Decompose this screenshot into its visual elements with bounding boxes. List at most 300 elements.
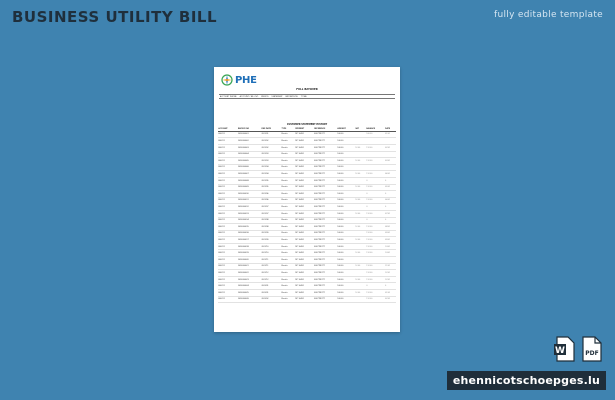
table-cell: 12.00 <box>355 171 366 178</box>
table-cell: 100.00 <box>337 296 355 303</box>
table-cell <box>366 257 385 264</box>
table-cell: 800211 <box>218 243 238 250</box>
table-cell: 100.00 <box>337 250 355 257</box>
table-cell: MC 10451 <box>295 243 314 250</box>
nav-item: TOTAL <box>300 95 307 98</box>
table-cell: 112.00 <box>366 263 385 270</box>
table-cell <box>385 257 396 264</box>
table-cell: 2020000017 <box>238 237 262 244</box>
table-cell: ELECTRICITY <box>314 270 337 277</box>
table-cell: ELECTRICITY <box>314 230 337 237</box>
page-subtitle: fully editable template <box>494 10 603 20</box>
table-cell: 800211 <box>218 164 238 171</box>
table-cell: ELECTRICITY <box>314 204 337 211</box>
table-cell: 112.00 <box>366 250 385 257</box>
table-cell: ELECTRICITY <box>314 224 337 231</box>
table-row <box>218 210 396 217</box>
table-cell: 100.00 <box>337 237 355 244</box>
table-cell: Electric <box>281 138 295 145</box>
table-cell: 2021/08 <box>261 224 281 231</box>
table-cell: 100.00 <box>337 204 355 211</box>
table-cell: 08/01 <box>385 224 396 231</box>
table-cell: ELECTRICITY <box>314 283 337 290</box>
table-cell <box>366 138 385 145</box>
table-cell: 800211 <box>218 151 238 158</box>
table-row <box>218 158 396 165</box>
table-cell: 100.00 <box>337 210 355 217</box>
table-cell <box>385 164 396 171</box>
table-cell: MC 10451 <box>295 296 314 303</box>
table-cell: 2020000022 <box>238 270 262 277</box>
table-cell: Electric <box>281 283 295 290</box>
table-cell: MC 10451 <box>295 164 314 171</box>
table-cell: Electric <box>281 177 295 184</box>
table-cell: 112.00 <box>366 237 385 244</box>
table-row <box>218 224 396 231</box>
table-cell: 12.00 <box>355 290 366 297</box>
table-cell: 800211 <box>218 250 238 257</box>
table-row <box>218 191 396 198</box>
table-cell: 12.00 <box>355 197 366 204</box>
table-cell: 2020000004 <box>238 151 262 158</box>
table-cell: Electric <box>281 144 295 151</box>
table-cell: 0 <box>385 283 396 290</box>
table-cell: Electric <box>281 250 295 257</box>
table-cell: 2021/07 <box>261 210 281 217</box>
table-cell: 100.00 <box>337 283 355 290</box>
table-cell <box>355 151 366 158</box>
table-cell: 2021/08 <box>261 217 281 224</box>
table-cell: ELECTRICITY <box>314 237 337 244</box>
table-cell: 01/02 <box>385 290 396 297</box>
table-cell: MC 10451 <box>295 138 314 145</box>
table-cell: 800211 <box>218 270 238 277</box>
table-cell: 112.00 <box>366 144 385 151</box>
table-cell: 2021/05 <box>261 177 281 184</box>
table-cell: MC 10451 <box>295 197 314 204</box>
table-row <box>218 296 396 303</box>
column-header: AMOUNT <box>337 128 355 131</box>
table-cell <box>355 270 366 277</box>
table-cell: 2021/06 <box>261 191 281 198</box>
table-cell: Electric <box>281 191 295 198</box>
nav-item: STATEMENT <box>271 95 283 98</box>
table-row <box>218 171 396 178</box>
table-cell: 2021/02 <box>261 138 281 145</box>
table-cell: MC 10451 <box>295 177 314 184</box>
table-cell: ELECTRICITY <box>314 243 337 250</box>
table-cell: 2020000001 <box>238 131 262 138</box>
table-cell: 2020000020 <box>238 257 262 264</box>
page-title: BUSINESS UTILITY BILL <box>12 8 218 26</box>
word-icon-label: W <box>555 346 565 356</box>
table-cell: 2020000015 <box>238 224 262 231</box>
table-cell: 100.00 <box>337 197 355 204</box>
table-row <box>218 263 396 270</box>
statement-table <box>218 128 396 303</box>
table-cell: 800211 <box>218 276 238 283</box>
table-cell: 2021/12 <box>261 270 281 277</box>
table-cell: MC 10451 <box>295 270 314 277</box>
table-cell: 100.00 <box>366 131 385 138</box>
table-cell: 0 <box>366 177 385 184</box>
table-cell: 0 <box>385 204 396 211</box>
table-row <box>218 270 396 277</box>
table-cell: MC 10451 <box>295 217 314 224</box>
table-row <box>218 144 396 151</box>
table-cell: 0 <box>366 283 385 290</box>
table-cell: 112.00 <box>366 243 385 250</box>
table-cell: 112.00 <box>366 210 385 217</box>
table-cell: 2021/01 <box>261 131 281 138</box>
table-cell: 2020000013 <box>238 210 262 217</box>
table-row <box>218 257 396 264</box>
table-cell: 2021/12 <box>261 276 281 283</box>
table-cell: 2020000005 <box>238 158 262 165</box>
table-cell: 2021/03 <box>261 158 281 165</box>
table-cell: 100.00 <box>337 158 355 165</box>
table-cell: MC 10451 <box>295 237 314 244</box>
table-cell: 800211 <box>218 171 238 178</box>
table-cell: 800211 <box>218 263 238 270</box>
table-cell: 112.00 <box>366 184 385 191</box>
table-row <box>218 217 396 224</box>
nav-item: PAY METHOD <box>285 95 298 98</box>
table-cell <box>366 164 385 171</box>
table-cell: MC 10451 <box>295 144 314 151</box>
table-cell <box>355 164 366 171</box>
table-cell: 100.00 <box>337 257 355 264</box>
company-logo <box>221 73 257 87</box>
table-cell: 112.00 <box>366 276 385 283</box>
table-cell: 800211 <box>218 177 238 184</box>
table-cell: 112.00 <box>366 296 385 303</box>
table-cell: 2021/04 <box>261 171 281 178</box>
table-cell <box>366 151 385 158</box>
table-cell: Electric <box>281 171 295 178</box>
table-cell: 800211 <box>218 131 238 138</box>
table-cell: MC 10451 <box>295 171 314 178</box>
table-cell: ELECTRICITY <box>314 131 337 138</box>
file-format-icons <box>553 336 603 362</box>
table-cell: 2020000009 <box>238 184 262 191</box>
table-row <box>218 138 396 145</box>
table-cell: 800211 <box>218 191 238 198</box>
table-cell: 12.00 <box>355 210 366 217</box>
table-row <box>218 164 396 171</box>
table-cell: 2020000018 <box>238 243 262 250</box>
statement-table-body <box>218 131 396 302</box>
table-cell: Electric <box>281 257 295 264</box>
table-cell: 2021/11 <box>261 263 281 270</box>
table-cell: 800211 <box>218 184 238 191</box>
column-header: DATE <box>385 128 396 131</box>
table-row <box>218 204 396 211</box>
table-cell <box>385 138 396 145</box>
table-cell: 100.00 <box>337 230 355 237</box>
table-cell: 2020000008 <box>238 177 262 184</box>
table-cell: 12/01 <box>385 270 396 277</box>
table-cell: 100.00 <box>337 191 355 198</box>
table-cell: 100.00 <box>337 131 355 138</box>
table-cell: Electric <box>281 230 295 237</box>
table-cell: ELECTRICITY <box>314 197 337 204</box>
table-row <box>218 131 396 138</box>
table-cell: 2021/09 <box>261 237 281 244</box>
table-cell: Electric <box>281 197 295 204</box>
table-cell: 800211 <box>218 296 238 303</box>
website-badge[interactable]: ehennicotschoepges.lu <box>447 371 606 390</box>
table-cell: ELECTRICITY <box>314 250 337 257</box>
table-cell: Electric <box>281 151 295 158</box>
table-cell: 0 <box>366 191 385 198</box>
table-cell: 800211 <box>218 204 238 211</box>
table-cell: Electric <box>281 158 295 165</box>
table-cell: Electric <box>281 296 295 303</box>
table-cell: 03/01 <box>385 158 396 165</box>
table-cell: 12.00 <box>355 250 366 257</box>
table-cell: 12.00 <box>355 237 366 244</box>
table-cell: Electric <box>281 276 295 283</box>
table-cell: 100.00 <box>337 270 355 277</box>
table-cell: 2021/11 <box>261 257 281 264</box>
table-cell: MC 10451 <box>295 204 314 211</box>
table-cell: 2020000010 <box>238 191 262 198</box>
table-cell: Electric <box>281 263 295 270</box>
table-cell: MC 10451 <box>295 210 314 217</box>
column-header: TYPE <box>281 128 295 131</box>
table-cell: 112.00 <box>366 270 385 277</box>
table-row <box>218 290 396 297</box>
table-row <box>218 230 396 237</box>
table-cell: MC 10451 <box>295 257 314 264</box>
table-row <box>218 283 396 290</box>
table-cell: 12.00 <box>355 184 366 191</box>
table-cell <box>355 138 366 145</box>
table-row <box>218 243 396 250</box>
table-cell: 06/01 <box>385 197 396 204</box>
section-title: CUSTOMER STATEMENT HISTORY <box>286 123 328 126</box>
table-cell: 800211 <box>218 217 238 224</box>
column-header: ACCOUNT <box>218 128 238 131</box>
column-header: PAYMENT <box>295 128 314 131</box>
table-cell: 112.00 <box>366 290 385 297</box>
table-cell: Electric <box>281 237 295 244</box>
table-cell: 100.00 <box>337 171 355 178</box>
table-cell: MC 10451 <box>295 224 314 231</box>
table-cell: 2020000012 <box>238 204 262 211</box>
table-cell: MC 10451 <box>295 250 314 257</box>
table-cell: 2020000002 <box>238 138 262 145</box>
table-cell: 12/01 <box>385 276 396 283</box>
table-cell: 100.00 <box>337 164 355 171</box>
table-cell: 800211 <box>218 283 238 290</box>
table-cell: 2020000019 <box>238 250 262 257</box>
table-cell <box>355 243 366 250</box>
table-cell: 800211 <box>218 230 238 237</box>
table-cell: Electric <box>281 204 295 211</box>
table-cell: 2021/09 <box>261 230 281 237</box>
table-cell: 2021/03 <box>261 151 281 158</box>
nav-item: ACCOUNT / BILL NO <box>239 95 259 98</box>
table-cell: ELECTRICITY <box>314 144 337 151</box>
table-cell: 2020000024 <box>238 283 262 290</box>
table-cell: 100.00 <box>337 276 355 283</box>
compass-logo-icon <box>221 74 233 86</box>
table-cell: 800211 <box>218 224 238 231</box>
table-cell: ELECTRICITY <box>314 276 337 283</box>
table-cell <box>385 151 396 158</box>
table-cell: ELECTRICITY <box>314 171 337 178</box>
table-cell: 112.00 <box>366 197 385 204</box>
table-cell: Electric <box>281 164 295 171</box>
table-cell: ELECTRICITY <box>314 290 337 297</box>
table-cell: 800211 <box>218 257 238 264</box>
table-cell: Electric <box>281 290 295 297</box>
table-cell: 800211 <box>218 290 238 297</box>
table-cell <box>355 131 366 138</box>
bill-document-preview <box>214 67 400 332</box>
table-cell: 2020000007 <box>238 171 262 178</box>
table-cell <box>355 191 366 198</box>
table-cell: 112.00 <box>366 224 385 231</box>
table-cell <box>355 296 366 303</box>
table-cell <box>355 230 366 237</box>
table-cell: 0 <box>385 177 396 184</box>
table-cell: 2020000023 <box>238 276 262 283</box>
pdf-file-icon[interactable] <box>581 336 603 362</box>
table-cell: 100.00 <box>337 177 355 184</box>
table-cell: MC 10451 <box>295 158 314 165</box>
table-cell: MC 10451 <box>295 184 314 191</box>
nav-item: ACCOUNT PHONE <box>220 95 237 98</box>
table-cell: 01/01 <box>385 131 396 138</box>
table-cell: 2020000025 <box>238 290 262 297</box>
table-cell: 2022/01 <box>261 290 281 297</box>
table-cell: 800211 <box>218 158 238 165</box>
table-cell: 04/01 <box>385 171 396 178</box>
table-cell: MC 10451 <box>295 290 314 297</box>
column-header: INVOICE NO <box>238 128 262 131</box>
table-cell: MC 10451 <box>295 131 314 138</box>
table-cell: ELECTRICITY <box>314 210 337 217</box>
table-row <box>218 237 396 244</box>
word-file-icon[interactable] <box>553 336 575 362</box>
table-cell: 2021/10 <box>261 250 281 257</box>
table-cell: 2021/10 <box>261 243 281 250</box>
table-cell: ELECTRICITY <box>314 191 337 198</box>
table-cell: 02/01 <box>385 144 396 151</box>
table-cell: ELECTRICITY <box>314 217 337 224</box>
table-cell: 100.00 <box>337 290 355 297</box>
table-cell: 2020000006 <box>238 164 262 171</box>
table-cell: 112.00 <box>366 171 385 178</box>
document-heading: FULL BAYOVER <box>296 88 318 91</box>
table-cell <box>355 177 366 184</box>
table-cell: 2020000014 <box>238 217 262 224</box>
table-cell: 112.00 <box>366 230 385 237</box>
table-cell: ELECTRICITY <box>314 257 337 264</box>
column-header: REFERENCE <box>314 128 337 131</box>
table-cell: 09/01 <box>385 237 396 244</box>
table-cell: 02/02 <box>385 296 396 303</box>
table-cell: 2020000003 <box>238 144 262 151</box>
table-cell: Electric <box>281 224 295 231</box>
table-cell: 100.00 <box>337 184 355 191</box>
nav-item: PERIOD <box>261 95 269 98</box>
table-cell: 2021/04 <box>261 164 281 171</box>
pdf-icon-label: PDF <box>585 350 599 357</box>
table-cell: 10/01 <box>385 250 396 257</box>
table-cell: Electric <box>281 217 295 224</box>
table-cell: 2021/05 <box>261 184 281 191</box>
table-cell <box>355 217 366 224</box>
table-cell: 100.00 <box>337 144 355 151</box>
table-cell: MC 10451 <box>295 283 314 290</box>
table-cell: Electric <box>281 243 295 250</box>
table-cell: 2020000016 <box>238 230 262 237</box>
table-cell: 100.00 <box>337 217 355 224</box>
table-cell: 0 <box>385 217 396 224</box>
table-cell: 0 <box>366 204 385 211</box>
table-cell: 100.00 <box>337 138 355 145</box>
table-cell: ELECTRICITY <box>314 177 337 184</box>
table-cell: ELECTRICITY <box>314 151 337 158</box>
table-cell <box>355 283 366 290</box>
table-cell: 12.00 <box>355 276 366 283</box>
table-cell: Electric <box>281 210 295 217</box>
table-cell: 800211 <box>218 138 238 145</box>
table-cell: 11/01 <box>385 263 396 270</box>
table-cell: ELECTRICITY <box>314 158 337 165</box>
logo-text: PHE <box>235 74 257 86</box>
table-cell: ELECTRICITY <box>314 263 337 270</box>
table-cell: MC 10451 <box>295 191 314 198</box>
table-cell <box>355 257 366 264</box>
table-cell: Electric <box>281 270 295 277</box>
column-header: DUE DATE <box>261 128 281 131</box>
table-cell: 05/01 <box>385 184 396 191</box>
table-cell: 2021/02 <box>261 144 281 151</box>
document-nav-bar <box>219 94 395 99</box>
table-cell: 0 <box>385 191 396 198</box>
table-cell: 10/01 <box>385 243 396 250</box>
table-cell: 12.00 <box>355 263 366 270</box>
table-row <box>218 151 396 158</box>
table-cell: 2020000011 <box>238 197 262 204</box>
table-cell: 100.00 <box>337 263 355 270</box>
table-cell: 12.00 <box>355 158 366 165</box>
table-cell: Electric <box>281 131 295 138</box>
table-cell: 112.00 <box>366 158 385 165</box>
table-row <box>218 276 396 283</box>
column-header: VAT <box>355 128 366 131</box>
table-cell: 0 <box>366 217 385 224</box>
table-cell: 800211 <box>218 144 238 151</box>
table-cell: ELECTRICITY <box>314 296 337 303</box>
table-row <box>218 250 396 257</box>
table-cell: Electric <box>281 184 295 191</box>
table-cell: 07/01 <box>385 210 396 217</box>
table-row <box>218 177 396 184</box>
table-cell: 2020000021 <box>238 263 262 270</box>
table-cell: MC 10451 <box>295 276 314 283</box>
table-cell: 12.00 <box>355 144 366 151</box>
table-cell: MC 10451 <box>295 230 314 237</box>
table-row <box>218 184 396 191</box>
table-cell: 800211 <box>218 197 238 204</box>
table-cell: ELECTRICITY <box>314 164 337 171</box>
